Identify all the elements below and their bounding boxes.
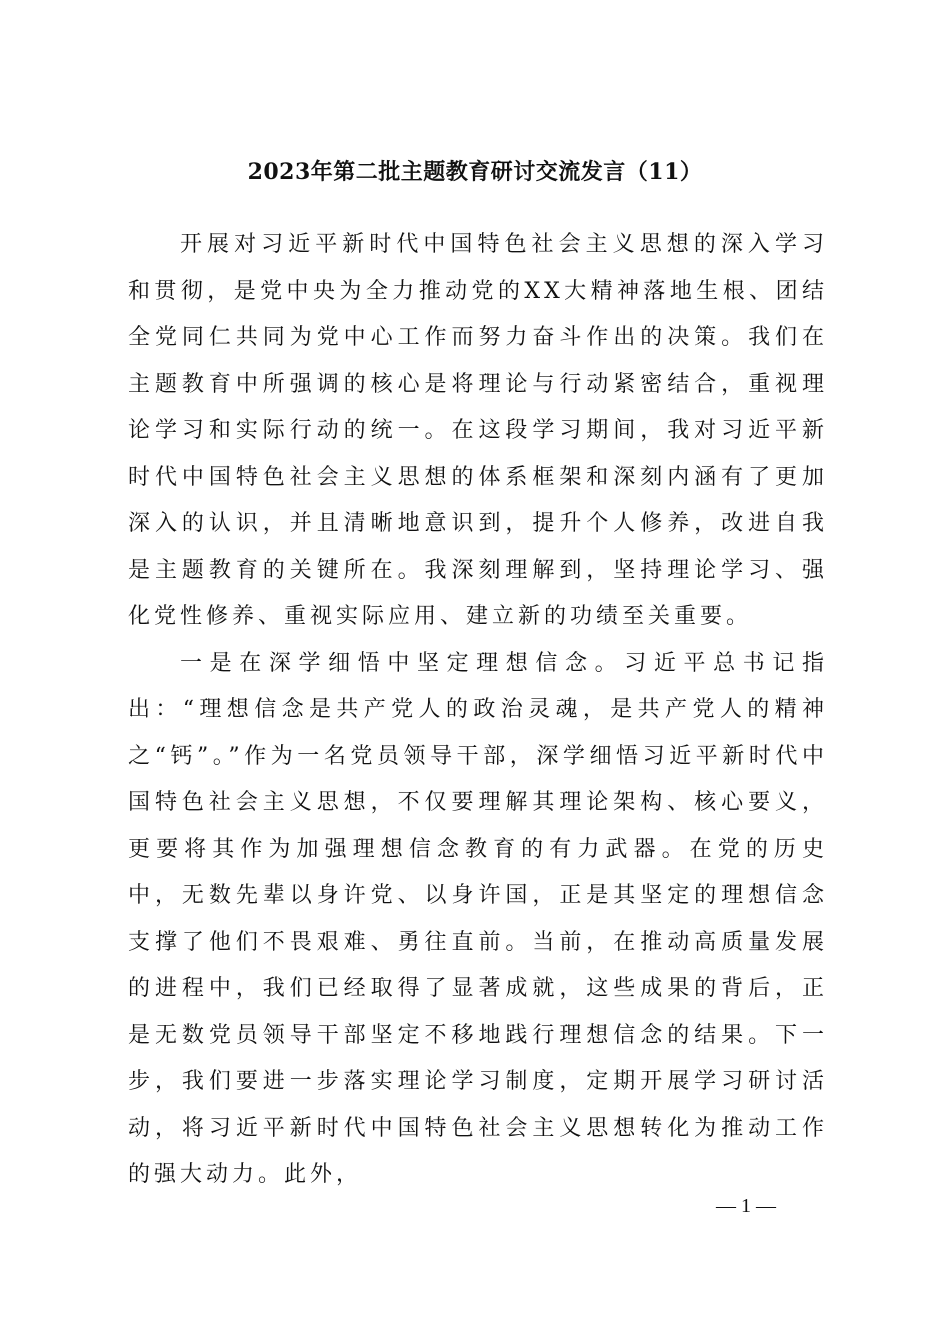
page-number: — 1 — [716,1195,776,1217]
paragraph-ideals: 一是在深学细悟中坚定理想信念。习近平总书记指出：“理想信念是共产党人的政治灵魂，是共产党人的精神之“钙”。”作为一名党员领导干部，深学细悟习近平新时代中国特色社会主义思想，不仅要理解其理论架构、核心要义，更要将其作为加强理想信念教育的有力武器。在党的历史中，无数先辈以身许党、以身许国，正是其坚定的理想信念支撑了他们不畏艰难、勇往直前。当前，在推动高质量发展的进程中，我们已经取得了显著成就，这些成果的背后，正是无数党员领导干部坚定不移地践行理想信念的结果。下一步，我们要进一步落实理论学习制度，定期开展学习研讨活动，将习近平新时代中国特色社会主义思想转化为推动工作的强大动力。此外， [128,650,828,1187]
document-body [128,222,828,1199]
paragraph-intro: 开展对习近平新时代中国特色社会主义思想的深入学习和贯彻，是党中央为全力推动党的XX大精神落地生根、团结全党同仁共同为党中心工作而努力奋斗作出的决策。我们在主题教育中所强调的核心是将理论与行动紧密结合，重视理论学习和实际行动的统一。在这段学习期间，我对习近平新时代中国特色社会主义思想的体系框架和深刻内涵有了更加深入的认识，并且清晰地意识到，提升个人修养，改进自我是主题教育的关键所在。我深刻理解到，坚持理论学习、强化党性修养、重视实际应用、建立新的功绩至关重要。 [128,232,828,629]
document-title: 2023年第二批主题教育研讨交流发言（11） [247,159,703,185]
